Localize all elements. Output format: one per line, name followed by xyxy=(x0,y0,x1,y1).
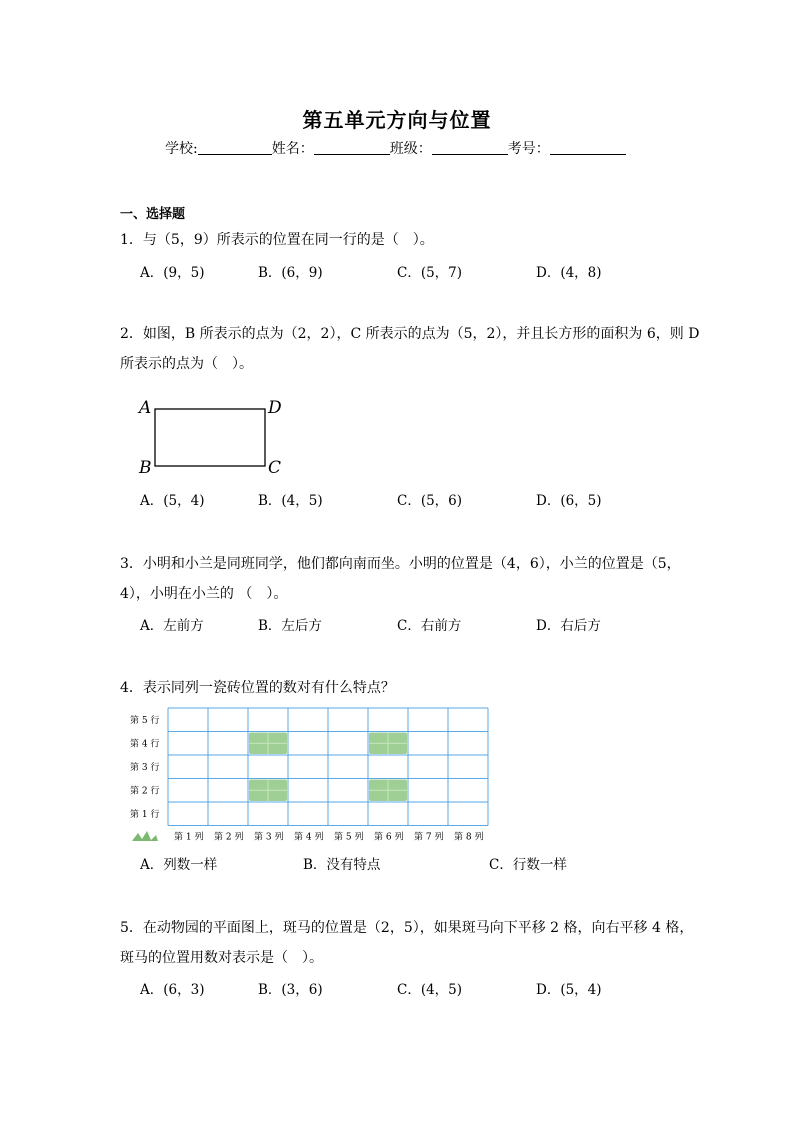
q2-option-a[interactable]: A．(5，4) xyxy=(140,493,205,509)
question-4-stem: 4．表示同列一瓷砖位置的数对有什么特点？ xyxy=(120,680,395,696)
q4-option-b[interactable]: B．没有特点 xyxy=(303,857,381,873)
question-3-stem-line2: 4），小明在小兰的 （ ）。 xyxy=(120,586,288,602)
column-label: 第 8 列 xyxy=(454,832,484,843)
question-5-stem-line1: 5．在动物园的平面图上，斑马的位置是（2，5），如果斑马向下平移 2 格，向右平移 4 格， xyxy=(120,920,694,936)
exam-no-blank[interactable] xyxy=(550,140,626,155)
school-label: 学校: xyxy=(165,141,198,157)
q3-option-d[interactable]: D．右后方 xyxy=(536,618,601,634)
column-label: 第 6 列 xyxy=(374,832,404,843)
question-5-stem-line2: 斑马的位置用数对表示是（ ）。 xyxy=(120,950,323,966)
tile-grid-figure xyxy=(120,700,492,845)
point-c-label: C xyxy=(268,458,282,478)
q1-option-c[interactable]: C．(5，7) xyxy=(397,265,463,281)
q3-option-c[interactable]: C．右前方 xyxy=(397,618,462,634)
row-label: 第 5 行 xyxy=(130,715,160,726)
q4-option-c[interactable]: C．行数一样 xyxy=(489,857,567,873)
q5-option-c[interactable]: C．(4，5) xyxy=(397,982,463,998)
column-label: 第 5 列 xyxy=(334,832,364,843)
column-label: 第 7 列 xyxy=(414,832,444,843)
q4-option-a[interactable]: A．列数一样 xyxy=(140,857,218,873)
q5-option-d[interactable]: D．(5，4) xyxy=(536,982,602,998)
page-title: 第五单元方向与位置 xyxy=(302,108,492,132)
point-d-label: D xyxy=(268,398,282,418)
point-a-label: A xyxy=(139,398,152,418)
name-blank[interactable] xyxy=(314,140,390,155)
point-b-label: B xyxy=(139,458,152,478)
q1-option-a[interactable]: A．(9，5) xyxy=(140,265,205,281)
class-label: 班级： xyxy=(389,141,432,157)
q2-option-b[interactable]: B．(4，5) xyxy=(258,493,323,509)
exam-no-label: 考号： xyxy=(507,141,550,157)
row-label: 第 1 行 xyxy=(130,809,160,820)
q2-option-d[interactable]: D．(6，5) xyxy=(536,493,602,509)
column-label: 第 1 列 xyxy=(174,832,204,843)
rectangle-abcd xyxy=(155,409,265,466)
row-label: 第 2 行 xyxy=(130,786,160,797)
q3-option-a[interactable]: A．左前方 xyxy=(140,618,204,634)
rectangle-figure xyxy=(135,395,295,480)
q5-option-b[interactable]: B．(3，6) xyxy=(258,982,323,998)
q5-option-a[interactable]: A．(6，3) xyxy=(140,982,205,998)
row-label: 第 3 行 xyxy=(130,762,160,773)
row-label: 第 4 行 xyxy=(130,739,160,750)
q1-option-b[interactable]: B．(6，9) xyxy=(258,265,323,281)
school-blank[interactable] xyxy=(198,140,272,155)
question-1-stem: 1．与（5，9）所表示的位置在同一行的是（ ）。 xyxy=(120,232,434,248)
class-blank[interactable] xyxy=(432,140,508,155)
column-label: 第 3 列 xyxy=(254,832,284,843)
q2-option-c[interactable]: C．(5，6) xyxy=(397,493,463,509)
column-label: 第 2 列 xyxy=(214,832,244,843)
question-3-stem-line1: 3．小明和小兰是同班同学，他们都向南而坐。小明的位置是（4，6），小兰的位置是（5， xyxy=(120,556,681,572)
student-info xyxy=(165,138,626,158)
grass-decoration-icon xyxy=(132,831,158,841)
question-2-stem-line2: 所表示的点为（ ）。 xyxy=(120,356,253,372)
q1-option-d[interactable]: D．(4，8) xyxy=(536,265,602,281)
section-heading: 一、选择题 xyxy=(120,207,186,222)
question-2-stem-line1: 2．如图，B 所表示的点为（2，2），C 所表示的点为（5，2），并且长方形的面积为 6，则 D xyxy=(120,326,700,342)
column-label: 第 4 列 xyxy=(294,832,324,843)
name-label: 姓名： xyxy=(271,141,314,157)
q3-option-b[interactable]: B．左后方 xyxy=(258,618,322,634)
